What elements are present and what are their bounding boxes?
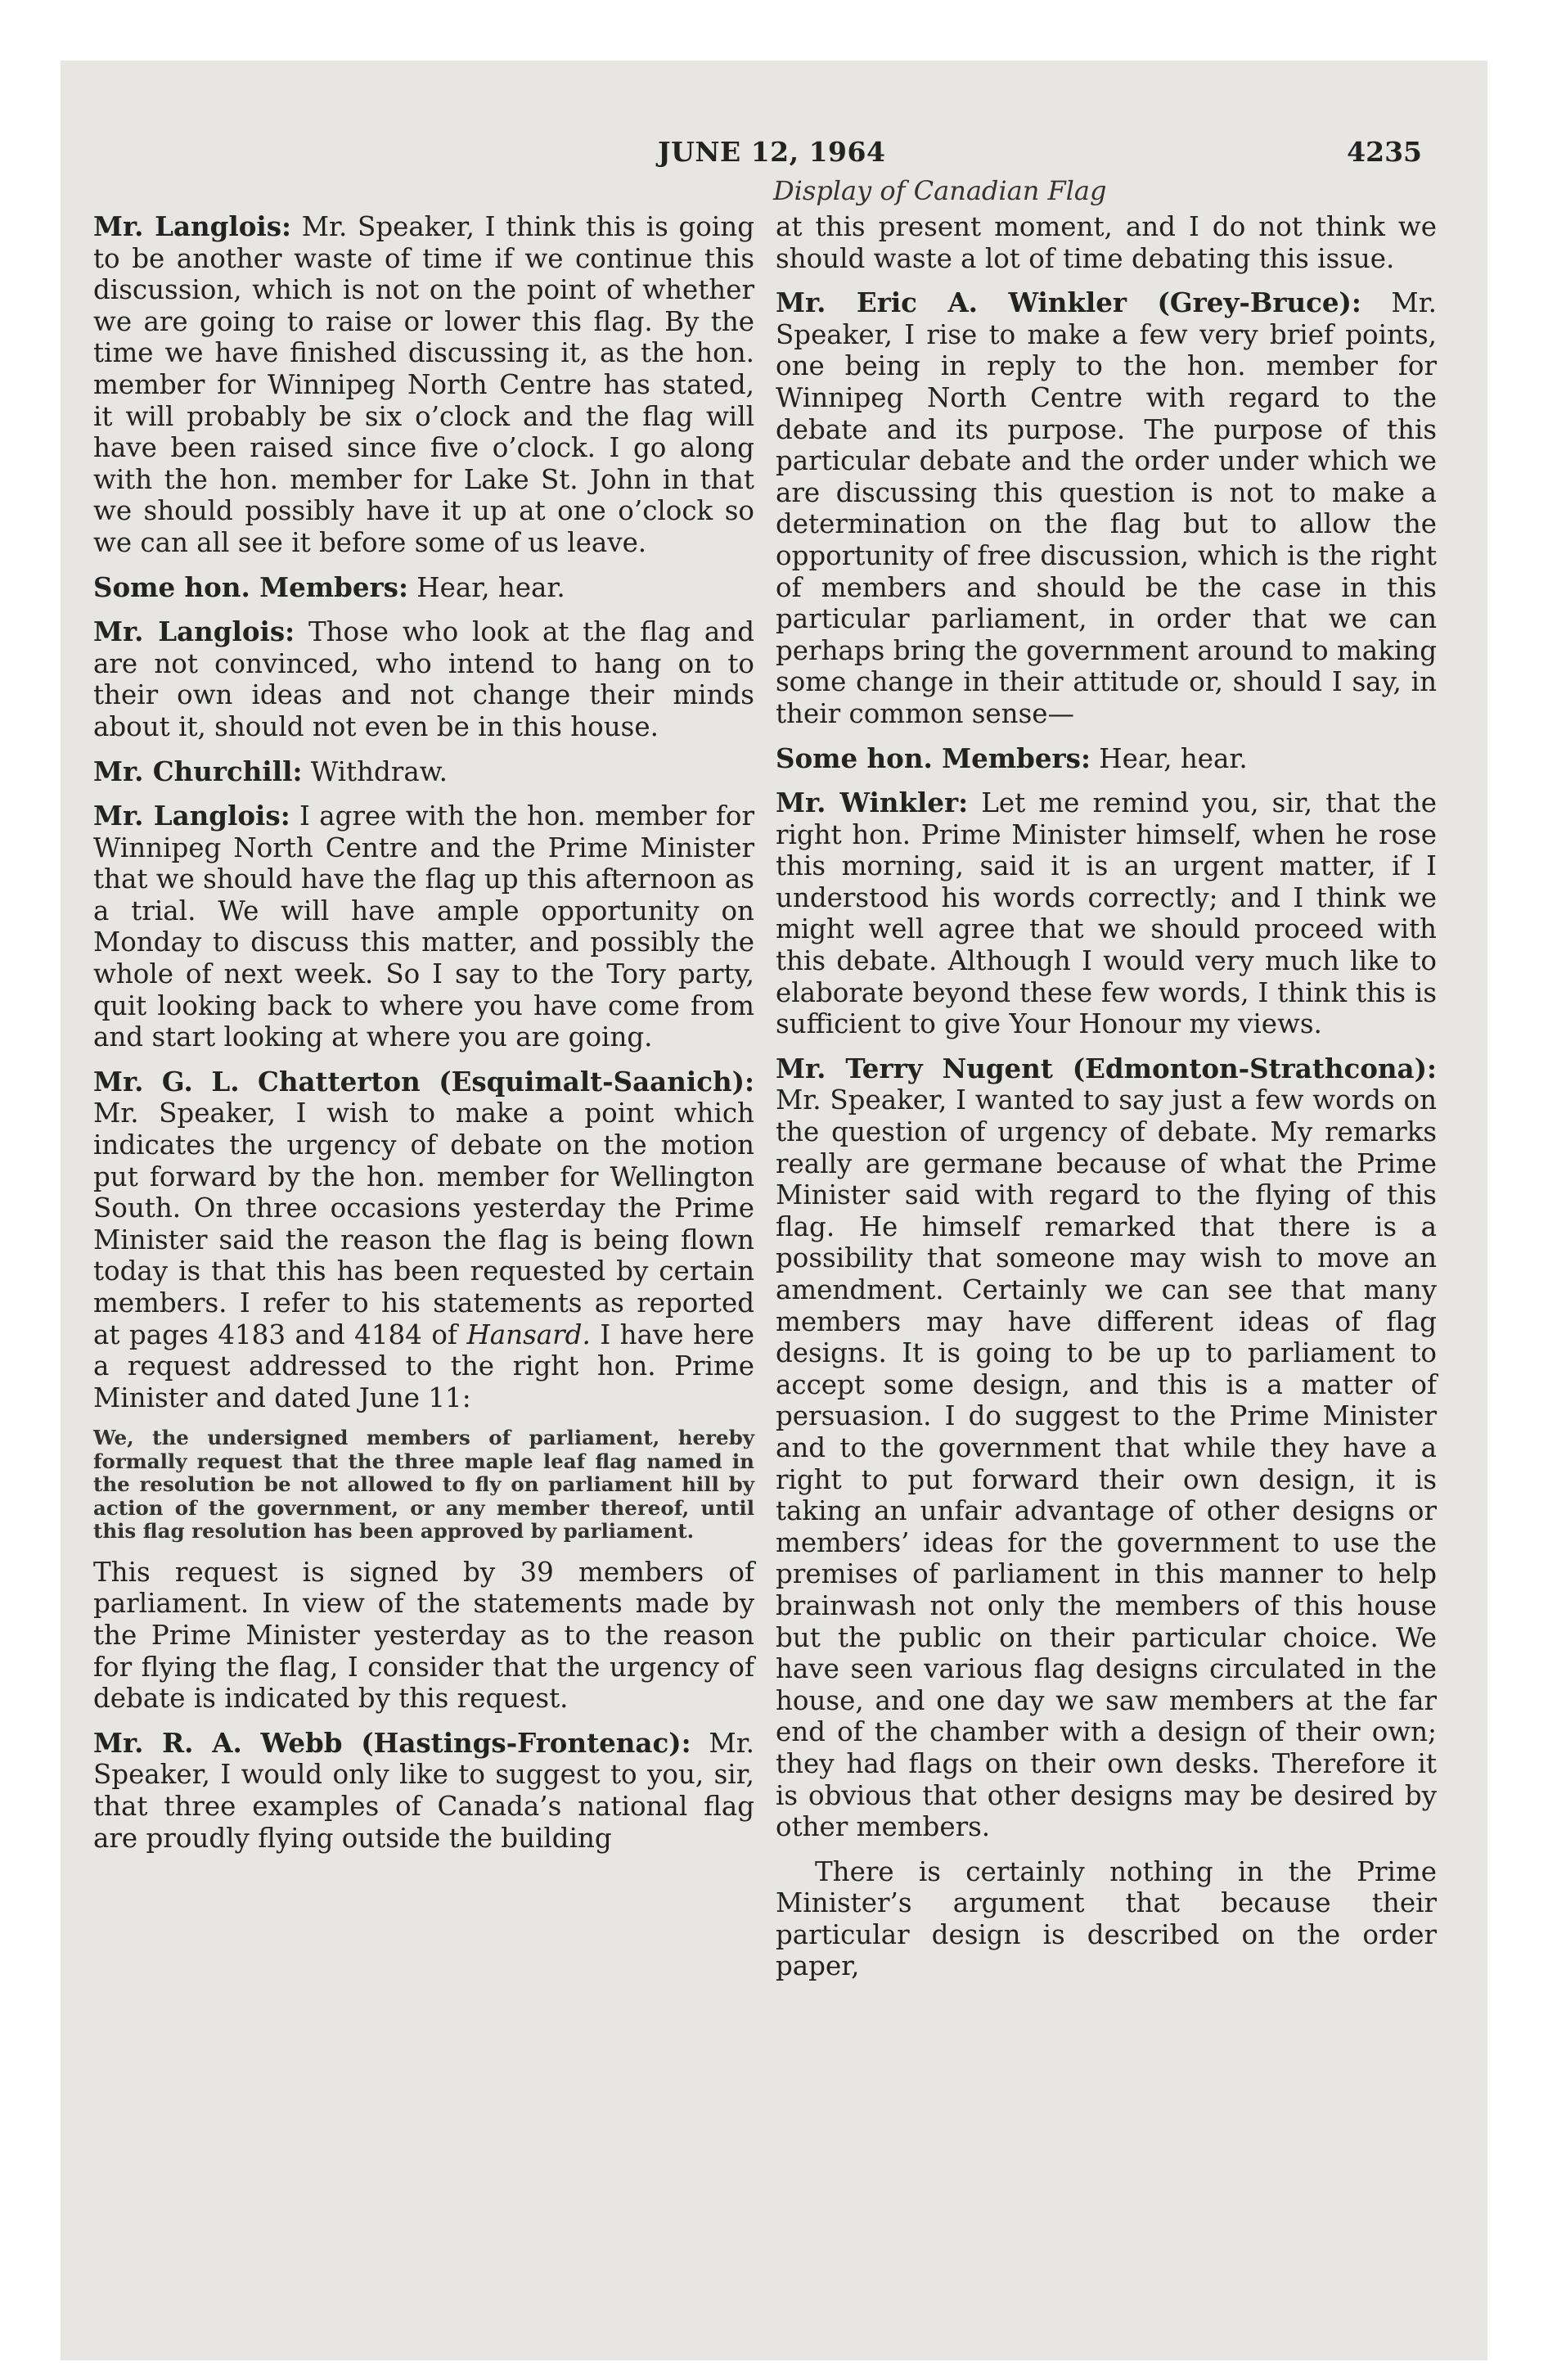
paragraph-text: Hear, hear. xyxy=(1090,742,1248,774)
paragraph xyxy=(776,787,1437,1040)
left-column xyxy=(93,211,754,1867)
paragraph xyxy=(93,1728,754,1854)
paragraph: This request is signed by 39 members of parliament. In view of the statements made by the Prime Minister yesterday as to the reason for flying the flag, I consider that the urgency of debate is indicated by this request. xyxy=(93,1556,754,1715)
speaker-name: Some hon. Members: xyxy=(776,741,1091,774)
speaker-name: Mr. Churchill: xyxy=(93,755,303,787)
italic-reference: Hansard. xyxy=(466,1318,591,1350)
paragraph xyxy=(93,756,754,788)
speaker-name: Mr. Winkler: xyxy=(776,787,969,819)
page-header xyxy=(93,136,1422,185)
paragraph xyxy=(93,1066,754,1414)
paragraph xyxy=(93,616,754,742)
paragraph-text: Hear, hear. xyxy=(407,571,565,603)
paragraph-text: Mr. Speaker, I wish to make a point which indicates the urgency of debate on the motion put forward by the hon. member for Wellington South. On three occasions yesterday the Prime Minister said the reason the flag is being flown today is that this has been requested by certain members. I refer to his statements as reported at pages 4183 and 4184 of xyxy=(93,1098,754,1350)
paragraph-text: Withdraw. xyxy=(302,755,448,787)
paragraph-text: Let me remind you, sir, that the right hon. Prime Minister himself, when he rose this morning, said it is an urgent matter, if I understood his words correctly; and I think we might well agree that we should proceed with this debate. Although I would very much like to elaborate beyond these few words, I think this is sufficient to give Your Honour my views. xyxy=(776,787,1437,1040)
paragraph xyxy=(93,800,754,1053)
paragraph-text: I have here a request addressed to the right hon. Prime Minister and dated June 11: xyxy=(93,1318,754,1413)
paragraph xyxy=(776,287,1437,729)
section-title: Display of Canadian Flag xyxy=(773,175,1107,206)
speaker-name: Mr. Eric A. Winkler (Grey-Bruce): xyxy=(776,286,1361,319)
speaker-name: Mr. G. L. Chatterton (Esquimalt-Saanich): xyxy=(93,1065,754,1098)
paragraph-text: Mr. Speaker, I rise to make a few very brief points, one being in reply to the hon. member for Winnipeg North Centre with regard to the debate and its purpose. The purpose of this particular debate and the order under which we are discussing this question is not to make a determination on the flag but to allow the opportunity of free discussion, which is the right of members and should be the case in this particular parliament, in order that we can perhaps bring the government around to making some change in their attitude or, should I say, in their common sense— xyxy=(776,287,1438,729)
quoted-request: We, the undersigned members of parliament, hereby formally request that the three maple leaf flag named in the resolution be not allowed to fly on parliament hill by action of the government, or any member thereof, until this flag resolution has been approved by parliament. xyxy=(93,1426,754,1544)
speaker-name: Some hon. Members: xyxy=(93,570,408,603)
header-date: JUNE 12, 1964 xyxy=(658,136,886,168)
speaker-name: Mr. R. A. Webb (Hastings-Frontenac): xyxy=(93,1726,691,1759)
speaker-name: Mr. Terry Nugent (Edmonton-Strathcona): xyxy=(776,1052,1437,1084)
paragraph xyxy=(93,211,754,559)
paragraph xyxy=(776,743,1437,775)
right-column xyxy=(776,211,1437,1995)
page-number: 4235 xyxy=(1347,136,1422,168)
paragraph-text: Those who look at the flag and are not convinced, who intend to hang on to their own ideas and not change their minds about it, should not even be in this house. xyxy=(93,616,754,742)
paragraph-text: I agree with the hon. member for Winnipeg North Centre and the Prime Minister that we should have the flag up this afternoon as a trial. We will have ample opportunity on Monday to discuss this matter, and possibly the whole of next week. So I say to the Tory party, quit looking back to where you have come from and start looking at where you are going. xyxy=(93,800,754,1053)
speaker-name: Mr. Langlois: xyxy=(93,210,292,242)
paragraph-text: Mr. Speaker, I wanted to say just a few words on the question of urgency of debate. My remarks really are germane because of what the Prime Minister said with regard to the flying of this flag. He himself remarked that there is a possibility that someone may wish to move an amendment. Certainly we can see that many members may have different ideas of flag designs. It is going to be up to parliament to accept some design, and this is a matter of persuasion. I do suggest to the Prime Minister and to the government that while they have a right to put forward their own design, it is taking an unfair advantage of other designs or members’ ideas for the government to use the premises of parliament in this manner to help brainwash not only the members of this house but the public on their particular choice. We have seen various flag designs circulated in the house, and one day we saw members at the far end of the chamber with a design of their own; they had flags on their own desks. Therefore it is obvious that other designs may be desired by other members. xyxy=(776,1084,1437,1843)
paragraph-text: Mr. Speaker, I think this is going to be another waste of time if we continue this discussion, which is not on the point of whether we are going to raise or lower this flag. By the time we have finished discussing it, as the hon. member for Winnipeg North Centre has stated, it will probably be six o’clock and the flag will have been raised since five o’clock. I go along with the hon. member for Lake St. John in that we should possibly have it up at one o’clock so we can all see it before some of us leave. xyxy=(93,211,755,558)
paragraph xyxy=(776,1053,1437,1843)
speaker-name: Mr. Langlois: xyxy=(93,800,290,832)
paragraph-text: Mr. Speaker, I would only like to suggest to you, sir, that three examples of Canada’s national flag are proudly flying outside the building xyxy=(93,1727,754,1854)
paragraph: at this present moment, and I do not think we should waste a lot of time debating this issue. xyxy=(776,211,1437,274)
speaker-name: Mr. Langlois: xyxy=(93,615,295,648)
paragraph: There is certainly nothing in the Prime Minister’s argument that because their particular design is described on the order paper, xyxy=(776,1855,1437,1982)
paragraph xyxy=(93,572,754,604)
